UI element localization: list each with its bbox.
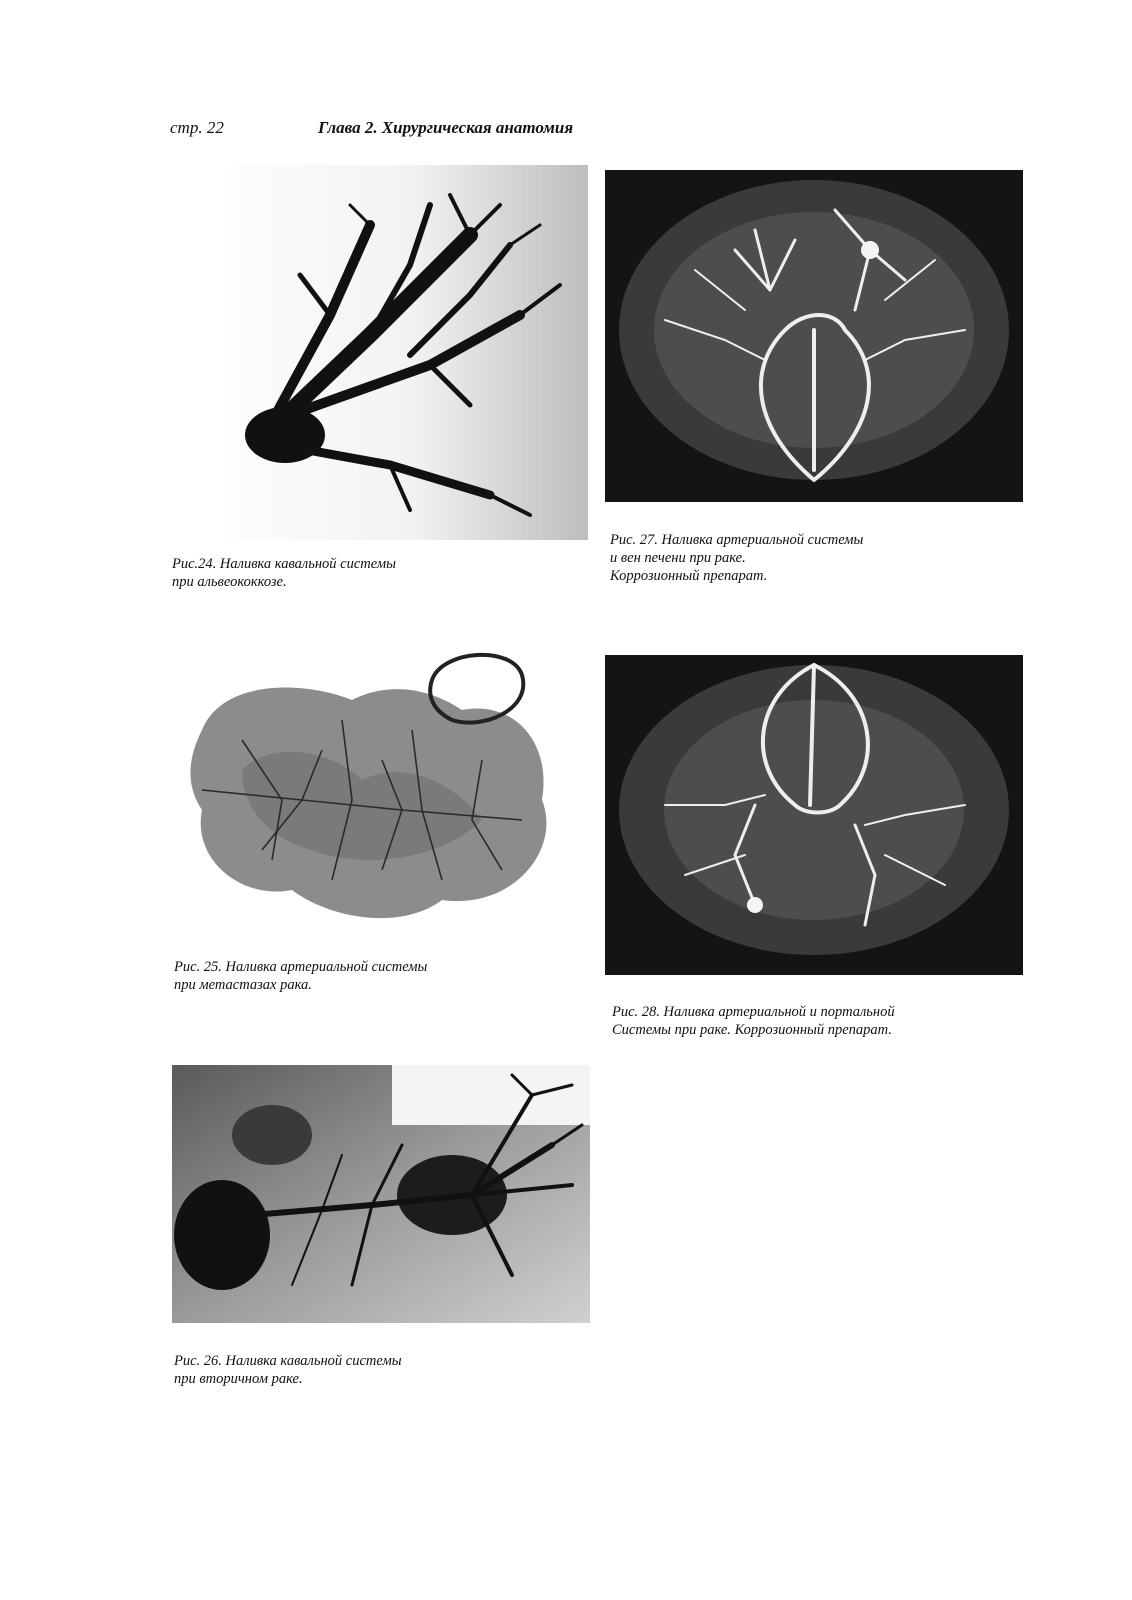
caption-line: Рис.24. Наливка кавальной системы [172, 556, 396, 572]
caption-line: Рис. 27. Наливка артериальной системы [610, 532, 864, 548]
figure-27-caption [610, 531, 863, 585]
page-header [170, 118, 650, 142]
figure-27-image [605, 170, 1023, 502]
figure-24-image [170, 165, 588, 540]
caption-line: Коррозионный препарат. [610, 568, 768, 584]
figure-28-caption [612, 1003, 895, 1039]
caption-line: Рис. 28. Наливка артериальной и портальной [612, 1004, 895, 1020]
figure-28-image [605, 655, 1023, 975]
figure-26-image [172, 1065, 590, 1323]
caption-line: и вен печени при раке. [610, 550, 746, 566]
figure-25-caption [174, 958, 427, 994]
caption-line: при альвеококкозе. [172, 574, 287, 590]
caption-line: Системы при раке. Коррозионный препарат. [612, 1022, 892, 1038]
figure-26-caption [174, 1352, 402, 1388]
figure-24-caption [172, 555, 396, 591]
page-number: стр. 22 [170, 118, 224, 137]
chapter-title: Глава 2. Хирургическая анатомия [318, 118, 574, 137]
caption-line: Рис. 26. Наливка кавальной системы [174, 1353, 402, 1369]
caption-line: Рис. 25. Наливка артериальной системы [174, 959, 428, 975]
caption-line: при метастазах рака. [174, 977, 312, 993]
figure-25-image [182, 650, 562, 930]
caption-line: при вторичном раке. [174, 1371, 303, 1387]
